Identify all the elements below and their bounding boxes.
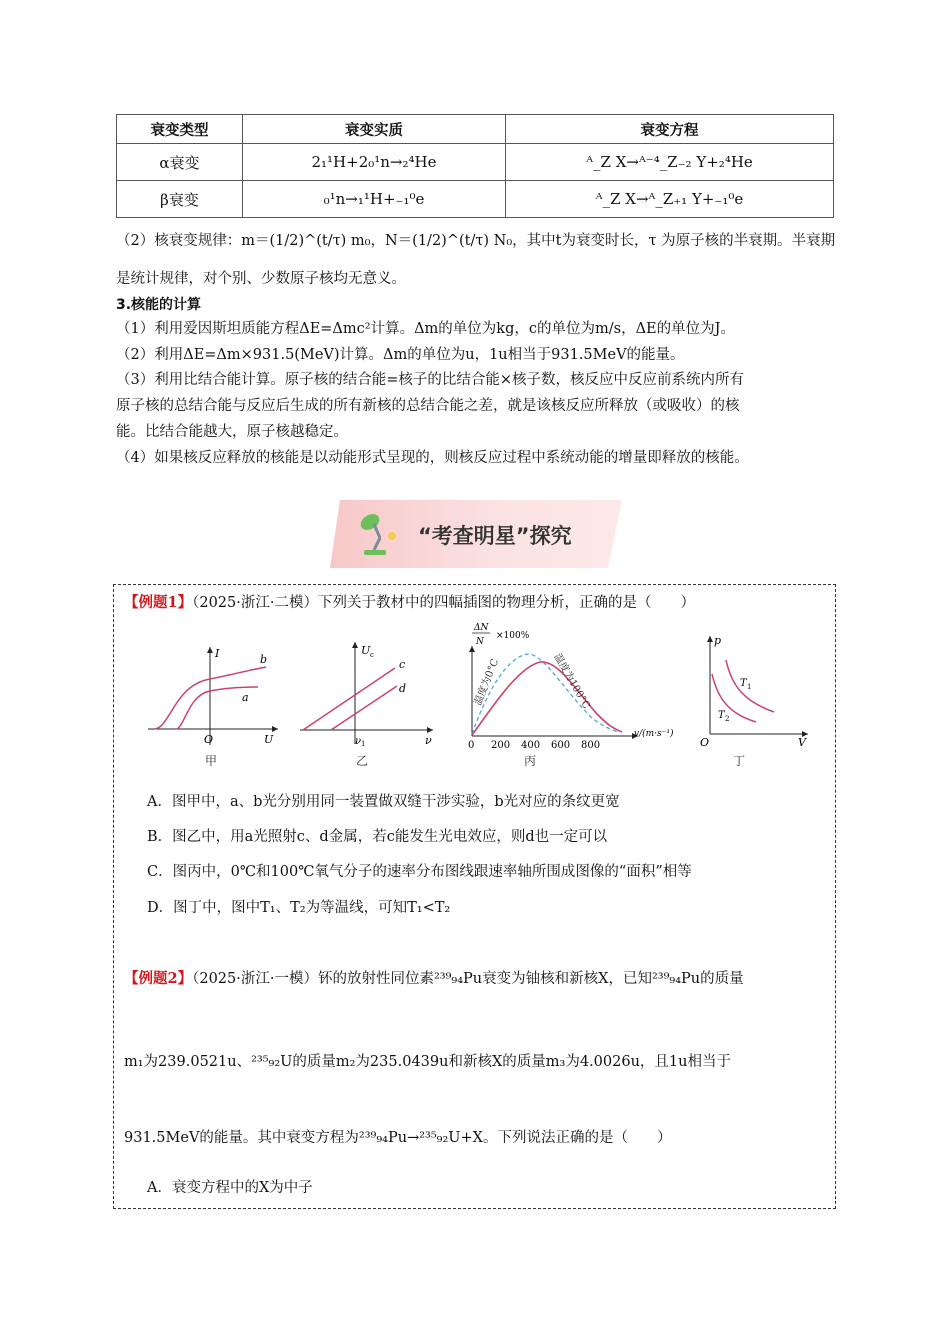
paragraph: （3）利用比结合能计算。原子核的结合能=核子的比结合能×核子数，核反应中反应前系统内所有 (116, 372, 745, 388)
svg-text:c: c (370, 651, 374, 659)
table-row (117, 144, 834, 181)
svg-text:1: 1 (361, 740, 366, 748)
svg-text:d: d (399, 682, 407, 695)
figure-label: 甲 (205, 754, 218, 768)
chart-ylabel: ΔN (474, 623, 489, 633)
figure-bing (462, 618, 682, 750)
table-row (117, 181, 834, 218)
decay-table (116, 114, 834, 218)
example-tag: 【例题2】 (124, 970, 193, 987)
option-c[interactable]: C．图丙中，0℃和100℃氧气分子的速率分布图线跟速率轴所围成图像的“面积”相等 (147, 864, 692, 880)
figure-label: 乙 (356, 754, 369, 768)
decay-type: α衰变 (117, 144, 243, 181)
section-banner (330, 496, 622, 572)
decay-type: β衰变 (117, 181, 243, 218)
example2-line: 931.5MeV的能量。其中衰变方程为²³⁹₉₄Pu→²³⁵₉₂U+X。下列说法正确的是（ ） (124, 1130, 672, 1146)
svg-text:O: O (204, 733, 214, 746)
svg-text:×100%: ×100% (496, 631, 530, 641)
banner-title: “考查明星”探究 (418, 524, 572, 548)
svg-text:温度为100°C: 温度为100°C (551, 652, 592, 711)
option-b[interactable]: B．图乙中，用a光照射c、d金属，若c能发生光电效应，则d也一定可以 (147, 829, 608, 845)
figure-jia (140, 645, 280, 750)
example1-header (124, 591, 695, 612)
option-a[interactable]: A．衰变方程中的X为中子 (147, 1180, 313, 1196)
paragraph: 原子核的总结合能与反应后生成的所有新核的总结合能之差，就是该核反应所释放（或吸收）的核 (116, 398, 740, 414)
svg-text:a: a (242, 691, 249, 704)
example2-line: m₁为239.0521u、²³⁵₉₂U的质量m₂为235.0439u和新核X的质量m₃为4.0026u，且1u相当于 (124, 1054, 731, 1070)
svg-text:600: 600 (551, 740, 571, 750)
figure-label: 丁 (733, 754, 746, 768)
figure-yi (295, 640, 435, 750)
svg-text:温度为0°C: 温度为0°C (472, 657, 502, 708)
paragraph: 能。比结合能越大，原子核越稳定。 (116, 424, 348, 440)
desk-lamp-icon (360, 508, 404, 558)
svg-text:b: b (260, 653, 268, 666)
svg-text:ν: ν (355, 736, 362, 747)
decay-essence: ₀¹n→₁¹H+₋₁⁰e (243, 181, 506, 218)
svg-text:O: O (700, 736, 710, 749)
svg-text:ν: ν (425, 734, 432, 747)
svg-text:c: c (399, 658, 406, 671)
figure-ding (698, 630, 813, 750)
option-d[interactable]: D．图丁中，图中T₁、T₂为等温线，可知T₁<T₂ (147, 900, 451, 916)
option-a[interactable]: A．图甲中，a、b光分别用同一装置做双缝干涉实验，b光对应的条纹更宽 (147, 794, 620, 810)
figure-label: 丙 (524, 754, 537, 768)
svg-text:p: p (714, 634, 722, 647)
svg-text:N: N (476, 637, 484, 647)
paragraph: （2）核衰变规律：m＝(1/2)^(t/τ) m₀，N＝(1/2)^(t/τ) N₀，其中t为衰变时长，τ 为原子核的半衰期。半衰期 (116, 233, 836, 249)
svg-text:1: 1 (747, 683, 752, 691)
example2-header (124, 967, 744, 988)
svg-text:U: U (361, 644, 371, 657)
paragraph: 是统计规律，对个别、少数原子核均无意义。 (116, 271, 406, 287)
section-heading: 3.核能的计算 (116, 297, 202, 313)
table-header: 衰变实质 (243, 115, 506, 144)
table-header: 衰变类型 (117, 115, 243, 144)
svg-text:I: I (215, 647, 220, 660)
svg-text:400: 400 (521, 740, 541, 750)
svg-text:0: 0 (468, 740, 475, 750)
svg-text:v/(m·s⁻¹): v/(m·s⁻¹) (634, 729, 674, 739)
decay-essence: 2₁¹H+2₀¹n→₂⁴He (243, 144, 506, 181)
example-stem: （2025·浙江·一模）钚的放射性同位素²³⁹₉₄Pu衰变为铀核和新核X，已知²³⁹₉₄Pu的质量 (192, 971, 744, 987)
svg-text:T: T (718, 710, 725, 721)
paragraph: （1）利用爱因斯坦质能方程ΔE=Δmc²计算。Δm的单位为kg，c的单位为m/s，ΔE的单位为J。 (116, 321, 735, 337)
example-tag: 【例题1】 (124, 594, 193, 611)
svg-text:U: U (264, 733, 274, 746)
svg-text:800: 800 (581, 740, 601, 750)
paragraph: （2）利用ΔE=Δm×931.5(MeV)计算。Δm的单位为u，1u相当于931.5MeV的能量。 (116, 347, 685, 363)
svg-text:200: 200 (491, 740, 511, 750)
decay-equation: ᴬ_Z X→ᴬ⁻⁴_Z₋₂ Y+₂⁴He (506, 144, 834, 181)
decay-equation: ᴬ_Z X→ᴬ_Z₊₁ Y+₋₁⁰e (506, 181, 834, 218)
example-stem: （2025·浙江·二模）下列关于教材中的四幅插图的物理分析，正确的是（ ） (192, 595, 695, 611)
paragraph: （4）如果核反应释放的核能是以动能形式呈现的，则核反应过程中系统动能的增量即释放的核能。 (116, 450, 749, 466)
svg-text:2: 2 (725, 715, 730, 723)
table-header: 衰变方程 (506, 115, 834, 144)
svg-text:T: T (740, 678, 747, 689)
svg-text:V: V (798, 736, 806, 749)
